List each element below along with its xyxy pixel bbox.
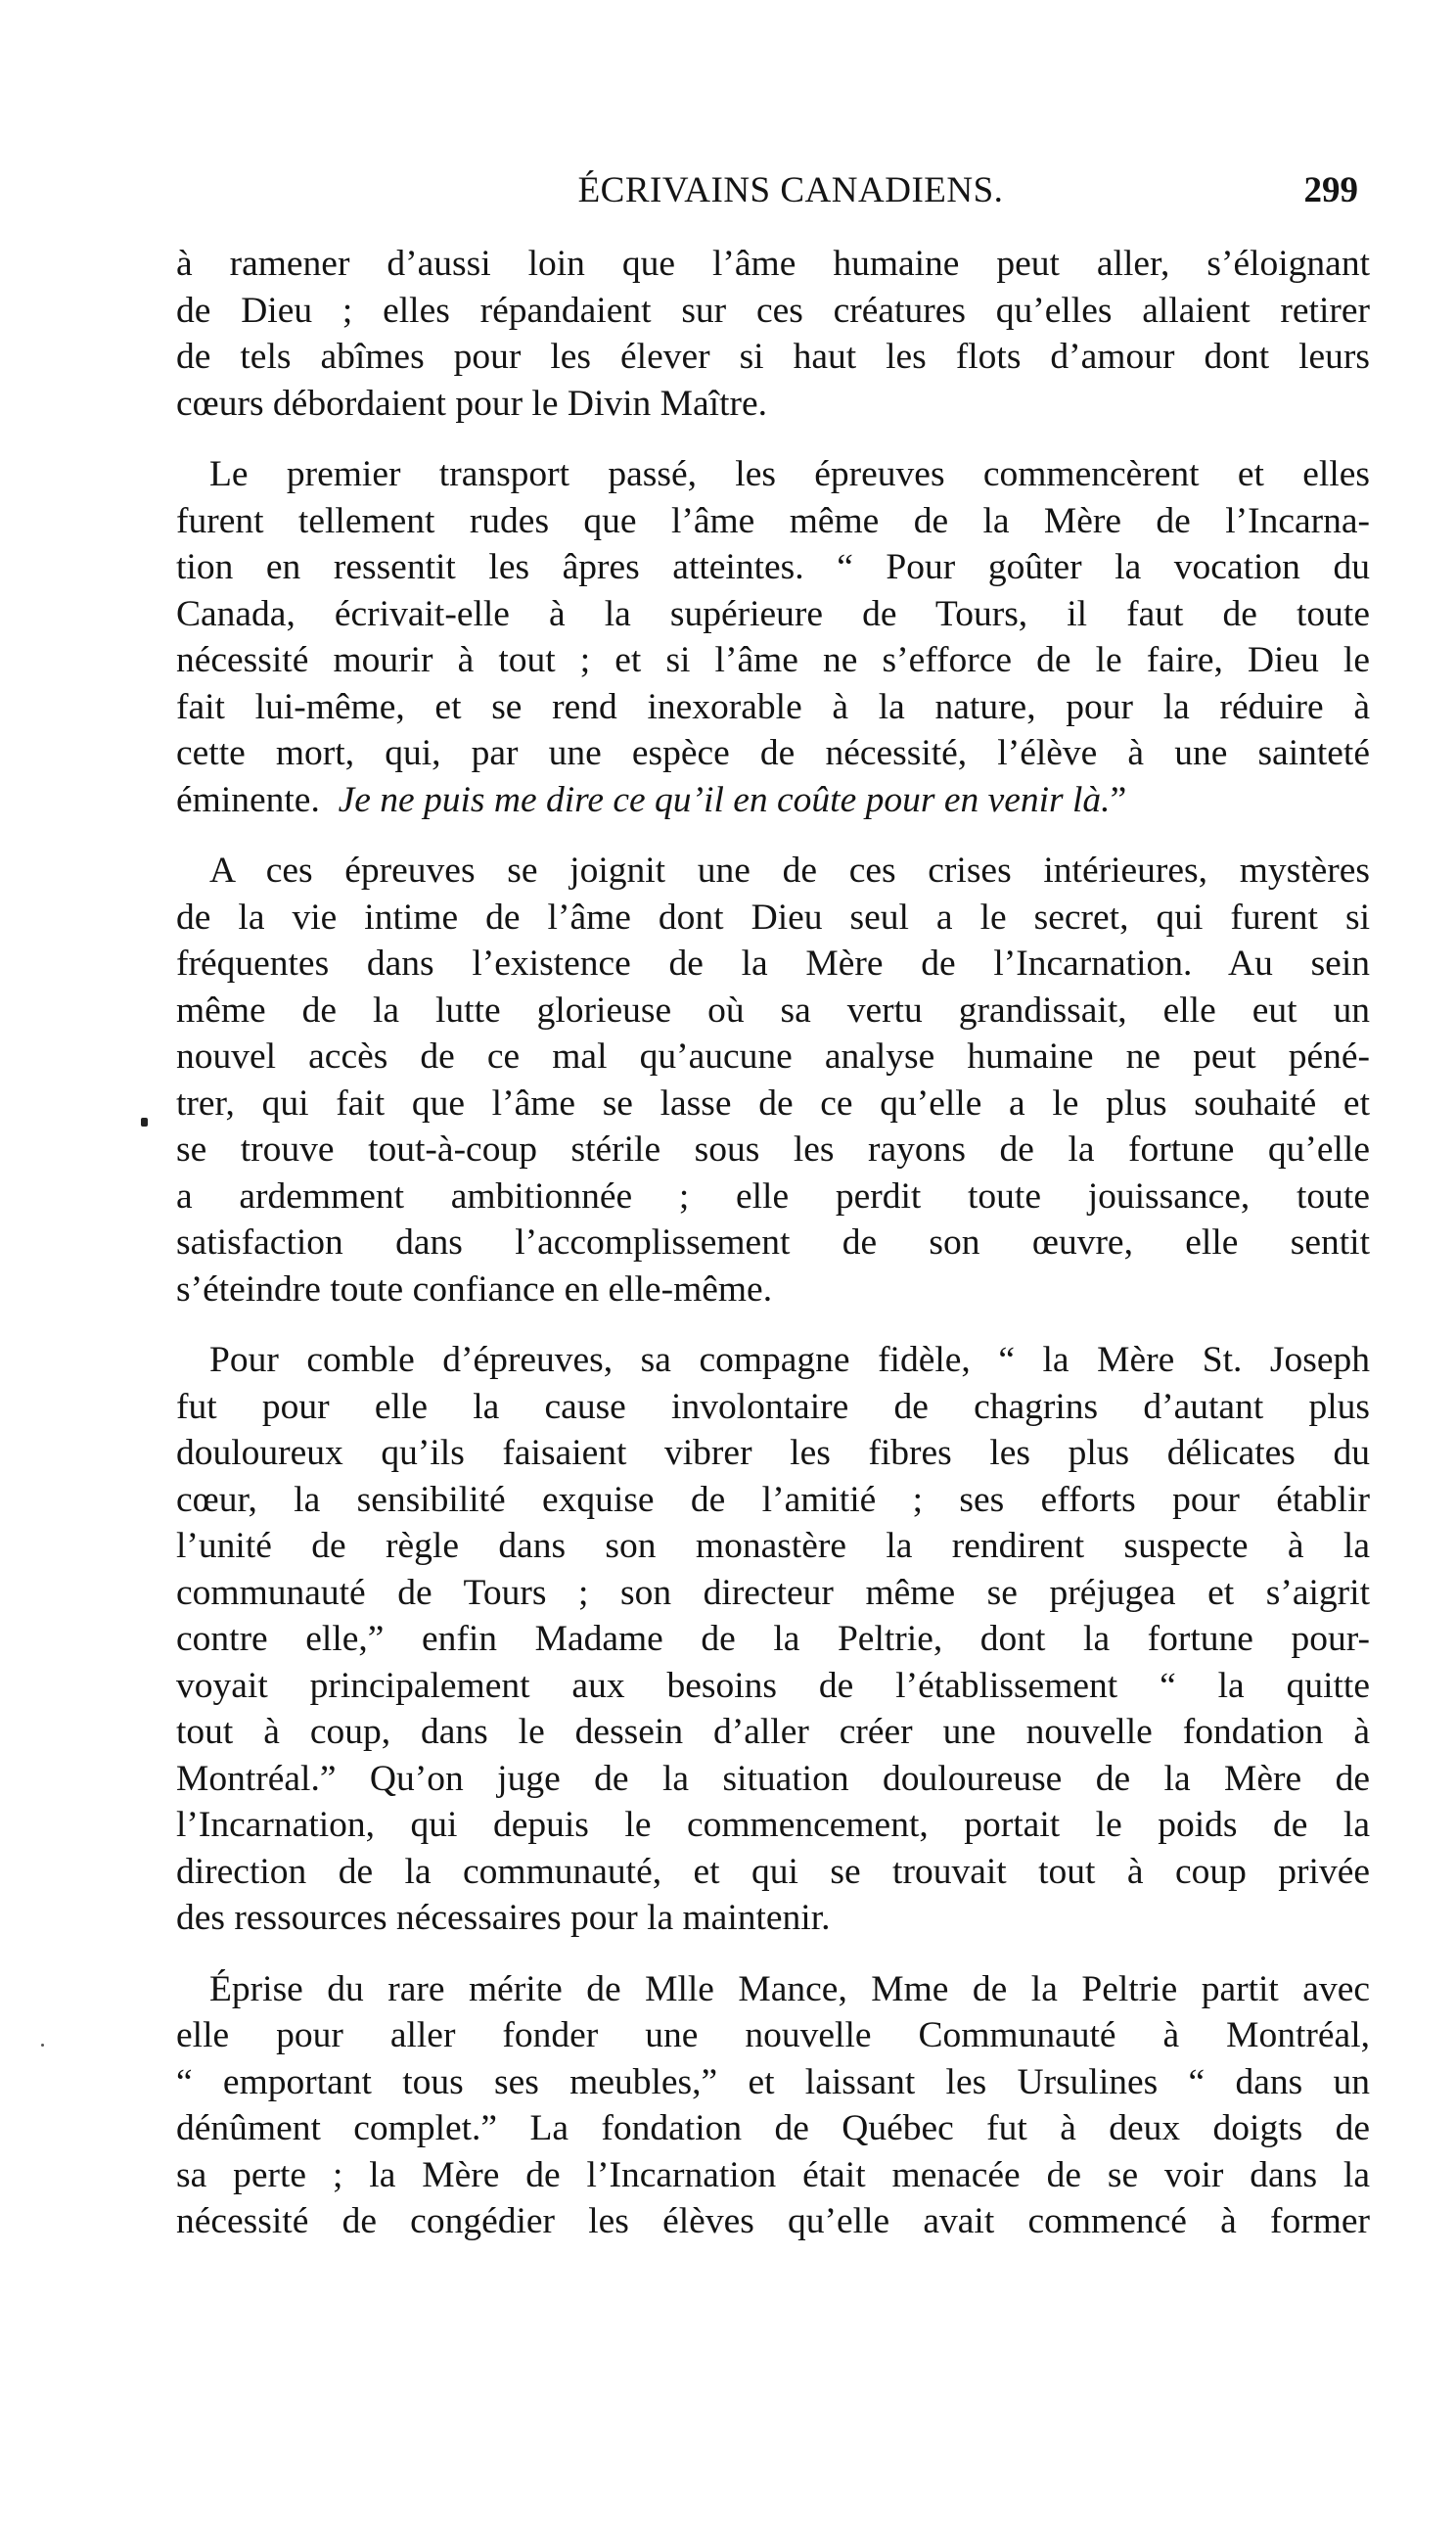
paragraph-2 [176,451,1370,823]
text-line: satisfaction dans l’accomplissement de son œuvre, elle sentit [176,1222,1370,1263]
text-line: Canada, écrivait-elle à la supérieure de Tours, il faut de toute [176,593,1370,634]
text-line: nécessité mourir à tout ; et si l’âme ne s’efforce de le faire, Dieu le [176,640,1370,680]
text-line: direction de la communauté, et qui se trouvait tout à coup privée [176,1851,1370,1892]
text-line: voyait principalement aux besoins de l’établissement “ la quitte [176,1665,1370,1706]
text-line: nouvel accès de ce mal qu’aucune analyse humaine ne peut péné- [176,1036,1370,1077]
italic-quote: Je ne puis me dire ce qu’il en coûte pour en venir là. [338,779,1111,820]
print-speck [141,1118,148,1127]
text-line-content: Le premier transport passé, les épreuves commencèrent et elles [209,454,1370,494]
text-line: trer, qui fait que l’âme se lasse de ce qu’elle a le plus souhaité et [176,1082,1370,1124]
text-line-content: Éprise du rare mérite de Mlle Mance, Mme de la Peltrie partit avec [209,1968,1370,2009]
text-line: de Dieu ; elles répandaient sur ces créatures qu’elles allaient retirer [176,290,1370,331]
text-line [176,848,1370,895]
text-line: s’éteindre toute confiance en elle-même. [176,1268,773,1310]
closing-quote-mark: ” [1110,779,1127,820]
text-line-content: Pour comble d’épreuves, sa compagne fidèle, “ la Mère St. Joseph [209,1340,1370,1380]
text-line: l’Incarnation, qui depuis le commencement, portait le poids de la [176,1805,1370,1845]
text-line: sa perte ; la Mère de l’Incarnation était menacée de se voir dans la [176,2154,1370,2195]
paragraph-3 [176,848,1370,1313]
text-line: contre elle,” enfin Madame de la Peltrie, dont la fortune pour- [176,1619,1370,1659]
text-line: tout à coup, dans le dessein d’aller créer une nouvelle fondation à [176,1712,1370,1752]
paragraph-5 [176,1966,1370,2245]
text-line: fait lui-même, et se rend inexorable à la nature, pour la réduire à [176,686,1370,727]
paragraph-1 [176,241,1370,427]
running-title: ÉCRIVAINS CANADIENS. [577,170,1004,210]
text-line: “ emportant tous ses meubles,” et laissant les Ursulines “ dans un [176,2061,1370,2102]
text-line [176,451,1370,498]
text-line: cœur, la sensibilité exquise de l’amitié ; ses efforts pour établir [176,1479,1370,1520]
print-speck [41,2044,44,2047]
text-line: cette mort, qui, par une espèce de nécessité, l’élève à une sainteté [176,733,1370,773]
text-line: nécessité de congédier les élèves qu’elle avait commencé à former [176,2201,1370,2241]
text-line: l’unité de règle dans son monastère la rendirent suspecte à la [176,1526,1370,1566]
text-line: de la vie intime de l’âme dont Dieu seul a le secret, qui furent si [176,897,1370,938]
page-number: 299 [1303,170,1358,210]
text-line: même de la lutte glorieuse où sa vertu grandissait, elle eut un [176,990,1370,1031]
text-line: dénûment complet.” La fondation de Québec fut à deux doigts de [176,2108,1370,2148]
text-line: a ardemment ambitionnée ; elle perdit toute jouissance, toute [176,1175,1370,1217]
text-line: tion en ressentit les âpres atteintes. “ Pour goûter la vocation du [176,547,1370,587]
text-line: fréquentes dans l’existence de la Mère de l’Incarnation. Au sein [176,944,1370,984]
text-line [176,1966,1370,2013]
text-line: elle pour aller fonder une nouvelle Communauté à Montréal, [176,2015,1370,2055]
text-line: fut pour elle la cause involontaire de chagrins d’autant plus [176,1386,1370,1427]
text-line: de tels abîmes pour les élever si haut les flots d’amour dont leurs [176,337,1370,377]
text-line-start: éminente. [176,779,320,820]
text-line: des ressources nécessaires pour la maintenir. [176,1898,831,1938]
text-line: cœurs débordaient pour le Divin Maître. [176,383,767,424]
text-line: douloureux qu’ils faisaient vibrer les fibres les plus délicates du [176,1433,1370,1473]
text-line: furent tellement rudes que l’âme même de la Mère de l’Incarna- [176,500,1370,541]
text-line [176,1337,1370,1384]
text-line: se trouve tout-à-coup stérile sous les rayons de la fortune qu’elle [176,1129,1370,1170]
paragraph-4 [176,1337,1370,1942]
body-text [176,241,1370,2245]
text-line-content: A ces épreuves se joignit une de ces crises intérieures, mystères [209,851,1370,891]
text-line: communauté de Tours ; son directeur même se préjugea et s’aigrit [176,1572,1370,1613]
text-line: Montréal.” Qu’on juge de la situation douloureuse de la Mère de [176,1758,1370,1799]
running-head [184,166,1358,215]
text-line: à ramener d’aussi loin que l’âme humaine peut aller, s’éloignant [176,244,1370,284]
text-line [176,777,1370,824]
